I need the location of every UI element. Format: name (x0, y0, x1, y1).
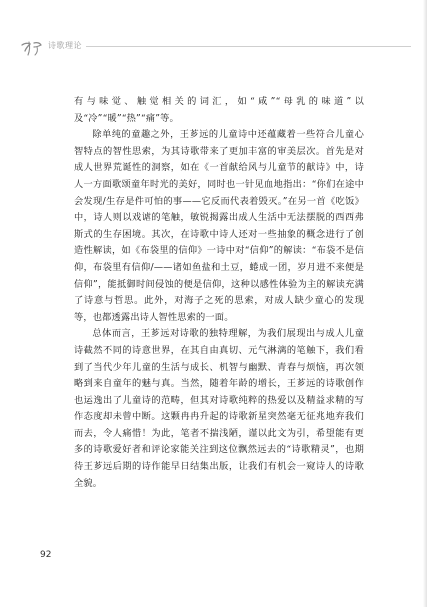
section-title: 诗歌理论 (48, 41, 82, 50)
brush-calligraphy-logo-icon (20, 39, 44, 57)
running-header (16, 36, 411, 58)
page-number: 92 (40, 550, 52, 560)
article-body (74, 94, 364, 492)
paragraph: 总体而言，王芗远对诗歌的独特理解，为我们展现出与成人儿童诗截然不同的诗意世界，在其自由真切、元气淋漓的笔触下，我们看到了当代少年儿童的生活与成长、机智与幽默、青春与烦恼，再次领略到来自童年的魅与真。当然，随着年龄的增长，王芗远的诗歌创作也运逸出了儿童诗的范畴，但其对诗歌纯粹的热爱以及精益求精的写作态度却未曾中断。这颗冉冉升起的诗歌新星突然毫无征兆地弃我们而去，令人痛惜！为此，笔者不揣浅陋，谨以此文为引，希望能有更多的诗歌爱好者和评论家能关注到这位飘然远去的“诗歌精灵”，也期待王芗远后期的诗作能早日结集出版，让我们有机会一窥诗人的诗歌全貌。 (74, 328, 364, 489)
page-edge-shadow (423, 0, 427, 607)
paragraph-continued: 有与味觉、触觉相关的词汇，如“咸”“母乳的味道”以及“冷”“暖”“热”“痛”等。 (74, 96, 364, 124)
header-divider (86, 46, 411, 47)
paragraph: 除单纯的童趣之外，王芗远的儿童诗中还蕴藏着一些符合儿童心智特点的智性思索，为其诗歌带来了更加丰富的审美层次。首先是对成人世界荒诞性的洞察，如在《一首献给风与儿童节的献诗》中，诗人一方面歌颂童年时光的美好，同时也一针见血地指出：“你们在途中会发现/生存是件可怕的事——它反而代表着毁灭。”在另一首《吃饭》中，诗人则以戏谑的笔触，敏锐揭露出成人生活中无法摆脱的西西弗斯式的生存困境。其次，在诗歌中诗人还对一些抽象的概念进行了创造性解读，如《布袋里的信仰》一诗中对“信仰”的解读：“布袋不是信仰，布袋里有信仰/——诸如鱼盐和土豆，蜷成一团，岁月进不来便是信仰”，能抵御时间侵蚀的便是信仰，这种以感性体验为主的解读充满了诗意与哲思。此外，对海子之死的思索，对成人缺少童心的发现等，也都透露出诗人智性思索的一面。 (74, 129, 364, 323)
